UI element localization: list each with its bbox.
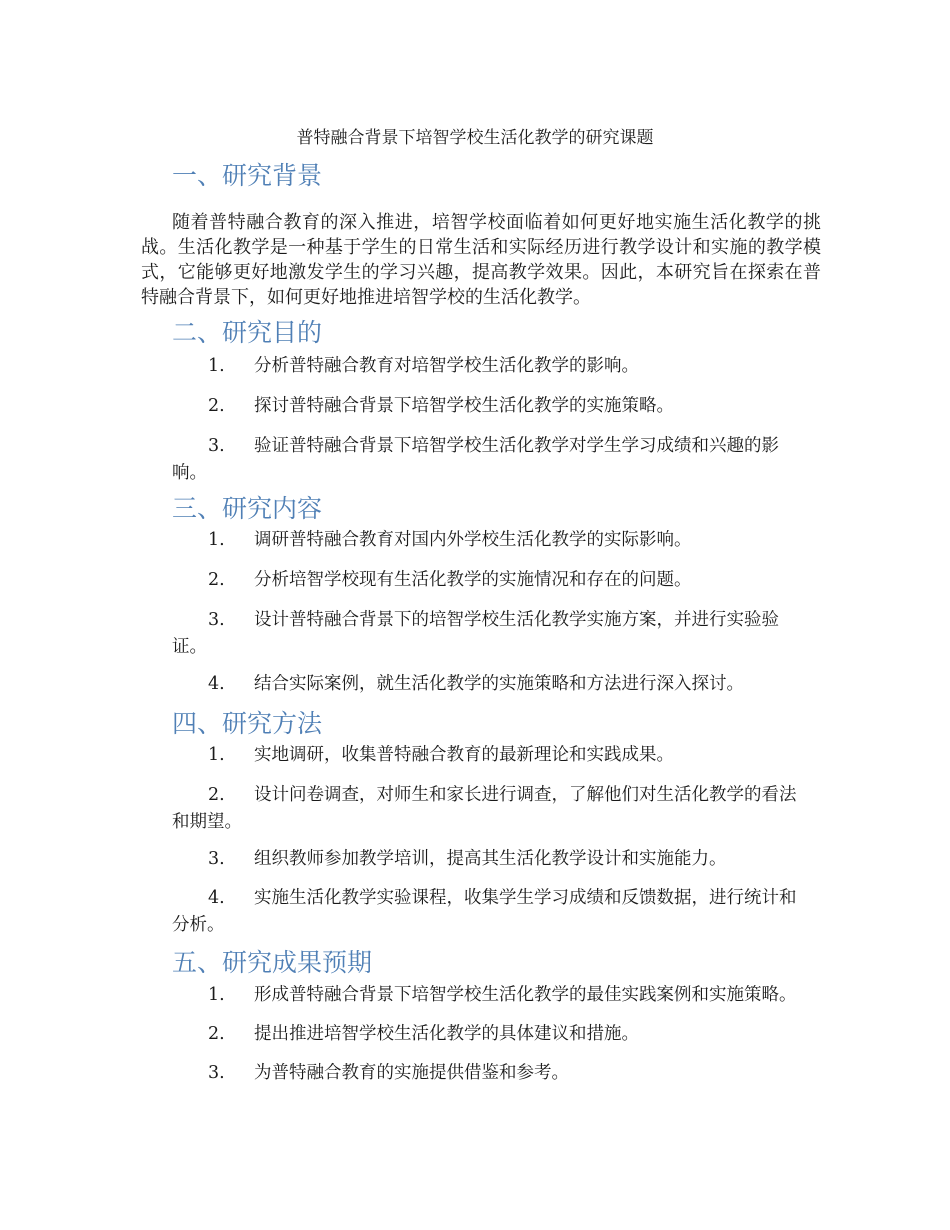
list-item-text: 设计问卷调查，对师生和家长进行调查，了解他们对生活化教学的看法和期望。 [172, 785, 797, 832]
list-item-text: 分析普特融合教育对培智学校生活化教学的影响。 [254, 356, 639, 376]
list-item-text: 分析培智学校现有生活化教学的实施情况和存在的问题。 [254, 570, 692, 590]
list-item [172, 671, 812, 698]
section-heading-purpose: 二、研究目的 [172, 318, 323, 347]
list-item-number: 2. [208, 785, 225, 805]
list-item [172, 567, 812, 594]
list-item-number: 4. [208, 674, 225, 694]
list-item [172, 982, 812, 1009]
list-item [172, 393, 812, 420]
list-item-number: 4. [208, 888, 225, 908]
list-item [172, 433, 812, 487]
list-item-number: 2. [208, 396, 225, 416]
list-item-number: 1. [208, 356, 225, 376]
list-item [172, 885, 812, 939]
list-item [172, 353, 812, 380]
list-item [172, 846, 812, 873]
document-title: 普特融合背景下培智学校生活化教学的研究课题 [296, 128, 654, 148]
list-item-text: 结合实际案例，就生活化教学的实施策略和方法进行深入探讨。 [254, 674, 744, 694]
list-item-text: 实施生活化教学实验课程，收集学生学习成绩和反馈数据，进行统计和分析。 [172, 888, 797, 935]
section-heading-expected-results: 五、研究成果预期 [172, 948, 373, 977]
section-heading-method: 四、研究方法 [172, 709, 323, 738]
list-item-number: 3. [208, 436, 225, 456]
list-item-text: 组织教师参加教学培训，提高其生活化教学设计和实施能力。 [254, 849, 727, 869]
list-item-number: 2. [208, 570, 225, 590]
list-item-text: 调研普特融合教育对国内外学校生活化教学的实际影响。 [254, 530, 692, 550]
list-item-number: 1. [208, 530, 225, 550]
list-item-text: 形成普特融合背景下培智学校生活化教学的最佳实践案例和实施策略。 [254, 985, 797, 1005]
list-item-number: 2. [208, 1024, 225, 1044]
list-item-number: 3. [208, 1063, 225, 1083]
list-item-text: 验证普特融合背景下培智学校生活化教学对学生学习成绩和兴趣的影响。 [172, 436, 779, 483]
list-item-number: 3. [208, 610, 225, 630]
list-item-text: 探讨普特融合背景下培智学校生活化教学的实施策略。 [254, 396, 674, 416]
list-item [172, 742, 812, 769]
background-paragraph: 随着普特融合教育的深入推进，培智学校面临着如何更好地实施生活化教学的挑战。生活化教学是一种基于学生的日常生活和实际经历进行教学设计和实施的教学模式，它能够更好地激发学生的学习兴趣，提高教学效果。因此，本研究旨在探索在普特融合背景下，如何更好地推进培智学校的生活化教学。 [141, 212, 821, 308]
list-item-number: 3. [208, 849, 225, 869]
list-item [172, 1021, 812, 1048]
list-item [172, 782, 812, 836]
list-item-text: 实地调研，收集普特融合教育的最新理论和实践成果。 [254, 745, 674, 765]
list-item [172, 607, 812, 661]
list-item-number: 1. [208, 985, 225, 1005]
list-item-text: 提出推进培智学校生活化教学的具体建议和措施。 [254, 1024, 639, 1044]
list-item-text: 设计普特融合背景下的培智学校生活化教学实施方案，并进行实验验证。 [172, 610, 779, 657]
list-item-text: 为普特融合教育的实施提供借鉴和参考。 [254, 1063, 569, 1083]
section-heading-background: 一、研究背景 [172, 161, 323, 190]
list-item [172, 527, 812, 554]
section-heading-content: 三、研究内容 [172, 494, 323, 523]
list-item-number: 1. [208, 745, 225, 765]
list-item [172, 1060, 812, 1087]
